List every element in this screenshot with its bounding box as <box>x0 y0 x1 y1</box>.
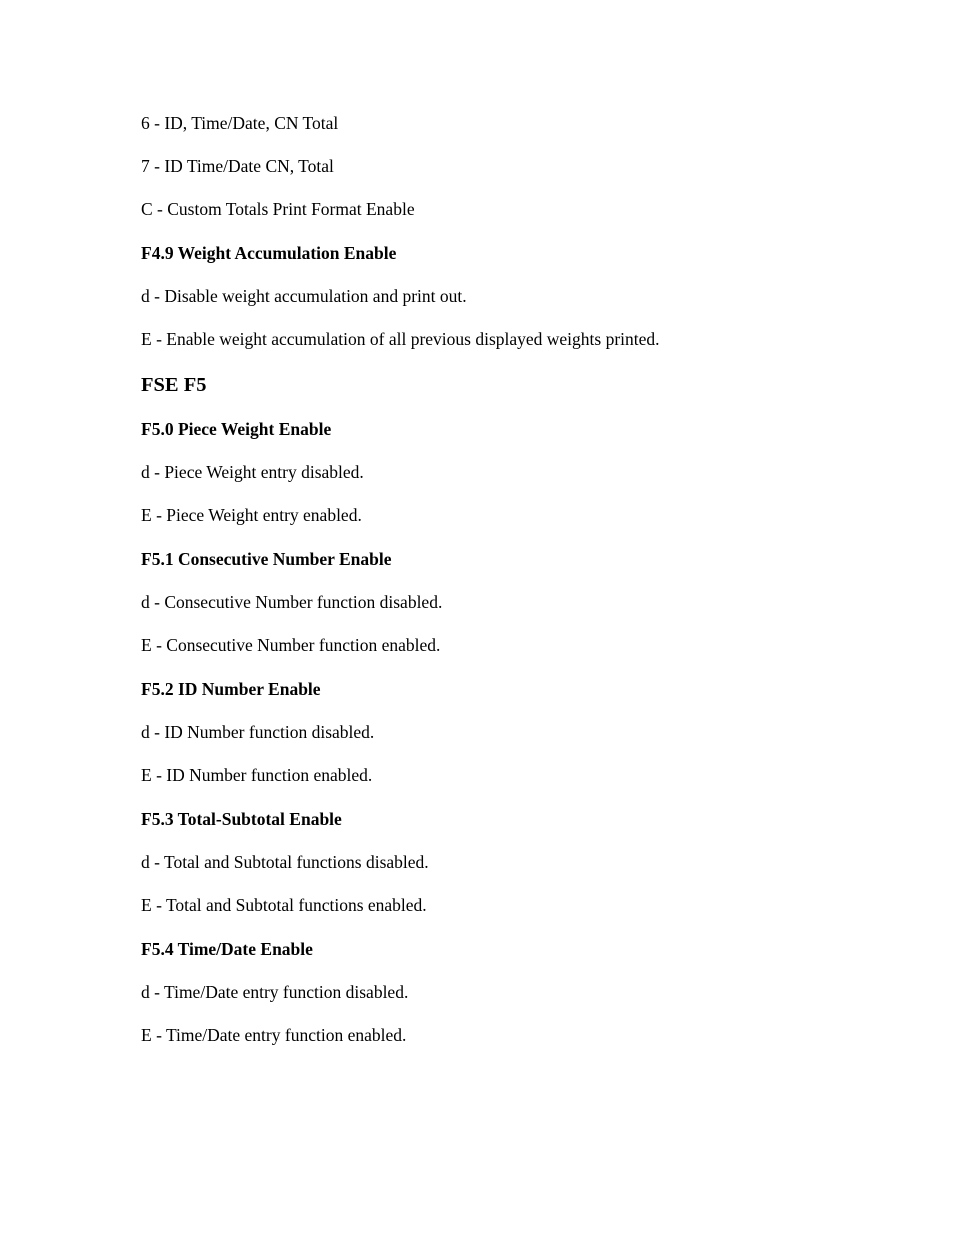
f5-0-option-d: d - Piece Weight entry disabled. <box>141 462 364 482</box>
option-c-custom-totals: C - Custom Totals Print Format Enable <box>141 199 415 219</box>
f5-4-option-d: d - Time/Date entry function disabled. <box>141 982 409 1002</box>
heading-f5-2-id-number: F5.2 ID Number Enable <box>141 679 321 699</box>
option-7-id-time-date-cn-total: 7 - ID Time/Date CN, Total <box>141 156 334 176</box>
heading-f4-9-weight-accumulation: F4.9 Weight Accumulation Enable <box>141 243 397 263</box>
f5-1-option-e: E - Consecutive Number function enabled. <box>141 635 441 655</box>
f5-3-option-d: d - Total and Subtotal functions disabled. <box>141 852 429 872</box>
heading-f5-4-time-date: F5.4 Time/Date Enable <box>141 939 313 959</box>
option-6-id-time-date-cn-total: 6 - ID, Time/Date, CN Total <box>141 113 339 133</box>
heading-f5-3-total-subtotal: F5.3 Total-Subtotal Enable <box>141 809 342 829</box>
f5-3-option-e: E - Total and Subtotal functions enabled. <box>141 895 427 915</box>
f5-0-option-e: E - Piece Weight entry enabled. <box>141 505 362 525</box>
heading-f5-0-piece-weight: F5.0 Piece Weight Enable <box>141 419 332 439</box>
f4-9-option-e: E - Enable weight accumulation of all previous displayed weights printed. <box>141 329 660 349</box>
f5-2-option-e: E - ID Number function enabled. <box>141 765 373 785</box>
f5-2-option-d: d - ID Number function disabled. <box>141 722 375 742</box>
heading-f5-1-consecutive-number: F5.1 Consecutive Number Enable <box>141 549 392 569</box>
f4-9-option-d: d - Disable weight accumulation and print out. <box>141 286 467 306</box>
f5-4-option-e: E - Time/Date entry function enabled. <box>141 1025 407 1045</box>
section-heading-fse-f5: FSE F5 <box>141 374 207 396</box>
f5-1-option-d: d - Consecutive Number function disabled. <box>141 592 443 612</box>
